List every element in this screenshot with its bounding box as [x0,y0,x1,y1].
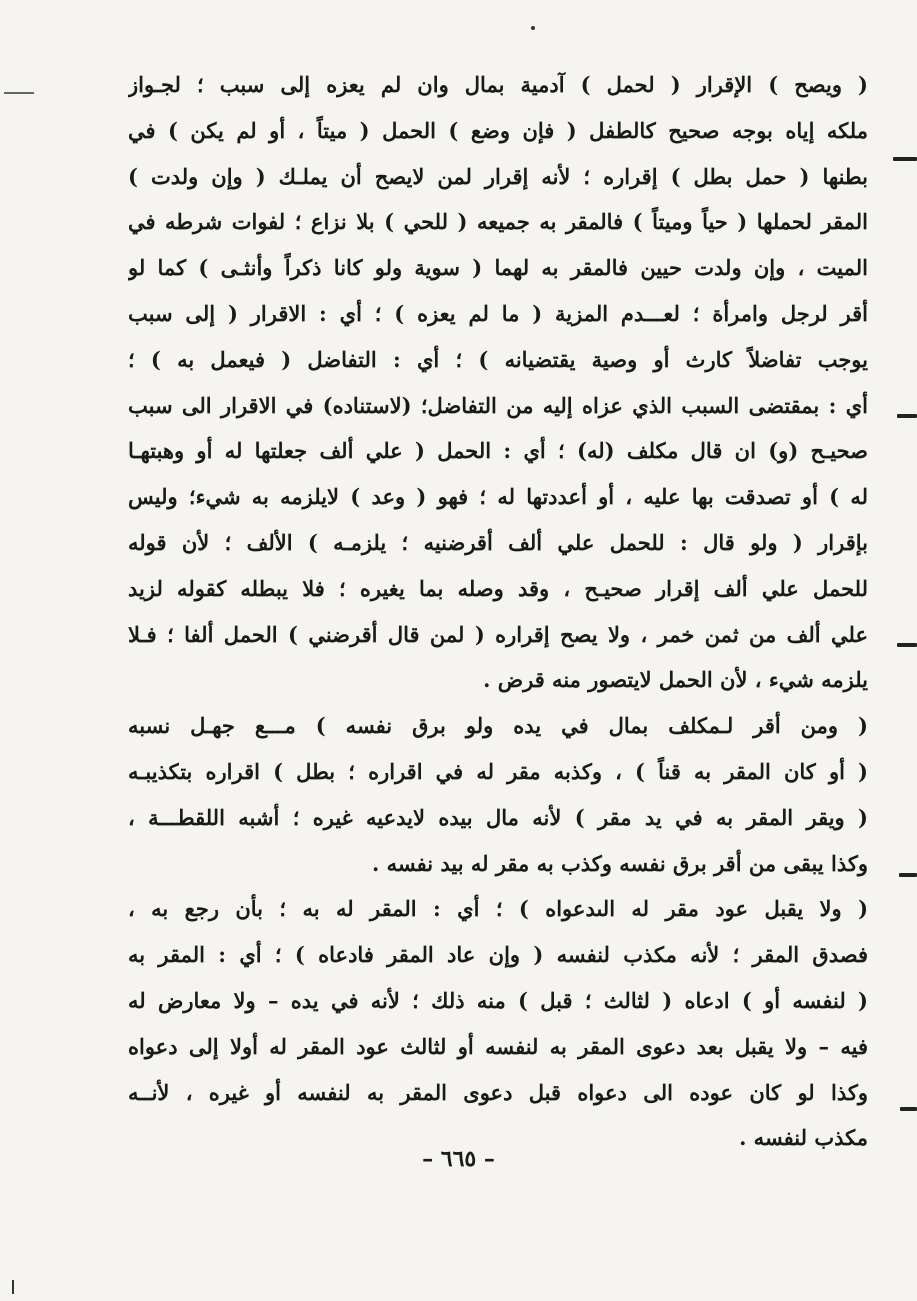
text-line: وكذا يبقى من أقر برق نفسه وكذب به مقر له بيد نفسه . [371,850,868,876]
text-line: مكذب لنفسه . [739,1125,868,1151]
text-line: ( ويصح ) الإقرار ( لحمل ) آدمية بمال وان لم يعزه إلى سبب ؛ لجـواز [128,72,868,97]
text-line: يوجب تفاضلاً كارث أو وصية يقتضيانه ) ؛ أي : التفاضل ( فيعمل به ) ؛ [128,346,868,372]
text-line: المقر لحملها ( حياً وميتاً ) فالمقر به جميعه ( للحي ) بلا نزاع ؛ لفوات شرطه في [128,209,868,235]
text-line: بطنها ( حمل بطل ) إقراره ؛ لأنه إقرار لمن لايصح أن يملـك ( وإن ولدت ) [128,163,868,189]
top-dot [531,26,535,30]
text-line: له ) أو تصدقت بها عليه ، أو أعددتها له ؛ فهو ( وعد ) لايلزمه به شيء؛ وليس [128,484,868,510]
text-line: ( أو كان المقر به قناً ) ، وكذبه مقر له في اقراره ؛ بطل ) اقراره بتكذيبـه [128,758,868,784]
text-line: ( لنفسه أو ) ادعاه ( لثالث ؛ قبل ) منه ذلك ؛ لأنه في يده – ولا معارض له [128,987,868,1013]
text-line: فيه – ولا يقبل بعد دعوى المقر به لنفسه أو لثالث عود المقر له أولا إلى دعواه [128,1033,868,1059]
text-line: أقر لرجل وامرأة ؛ لعـــدم المزية ( ما لم يعزه ) ؛ أي : الاقرار ( إلى سبب [128,300,868,326]
edge-mark-4 [899,873,917,877]
text-line: ( ولا يقبل عود مقر له الىدعواه ) ؛ أي : المقر له به ؛ بأن رجع به ، [128,896,868,922]
edge-mark-1 [893,157,917,161]
text-line: بإقرار ( ولو قال : للحمل علي ألف أقرضنيه ؛ يلزمـه ) الألف ؛ لأن قوله [128,529,868,555]
margin-scribble [4,92,34,94]
text-line: ملكه إياه بوجه صحيح كالطفل ( فإن وضع ) الحمل ( ميتاً ، أو لم يكن ) في [128,117,868,143]
text-line: ( ومن أقر لـمكلف بمال في يده ولو برق نفسه ) مـــع جهـل نسبه [128,713,868,739]
text-line: أي : بمقتضى السبب الذي عزاه إليه من التفاضل؛ (لاستناده) في الاقرار الى سبب [128,392,868,418]
text-line: الميت ، وإن ولدت حيين فالمقر به لهما ( سوية ولو كانا ذكراً وأنثـى ) كما لو [128,255,868,281]
edge-mark-5 [900,1107,917,1111]
text-line: وكذا لو كان عوده الى دعواه قبل دعوى المقر به لنفسه أو غيره ، لأنــه [128,1079,868,1105]
text-line: صحيـح (و) ان قال مكلف (له) ؛ أي : الحمل ( علي ألف جعلتها له أو وهبتهـا [128,438,868,464]
body-text [128,62,868,1161]
text-line: علي ألف من ثمن خمر ، ولا يصح إقراره ( لمن قال أقرضني ) الحمل ألفا ؛ فـلا [128,621,868,647]
text-line: للحمل علي ألف إقرار صحيـح ، وقد وصله بما يغيره ؛ فلا يبطله كقوله لزيد [128,575,868,601]
text-line: ( ويقر المقر به في يد مقر ) لأنه مال بيده لايدعيه غيره ؛ أشبه اللقطـــة ، [128,804,868,830]
text-line: فصدق المقر ؛ لأنه مكذب لنفسه ( وإن عاد المقر فادعاه ) ؛ أي : المقر به [128,942,868,968]
text-line: يلزمه شيء ، لأن الحمل لايتصور منه قرض . [483,667,868,693]
corner-mark [12,1280,14,1294]
edge-mark-3 [897,643,917,647]
page-number: – ٦٦٥ – [422,1146,495,1172]
edge-mark-2 [897,414,917,418]
